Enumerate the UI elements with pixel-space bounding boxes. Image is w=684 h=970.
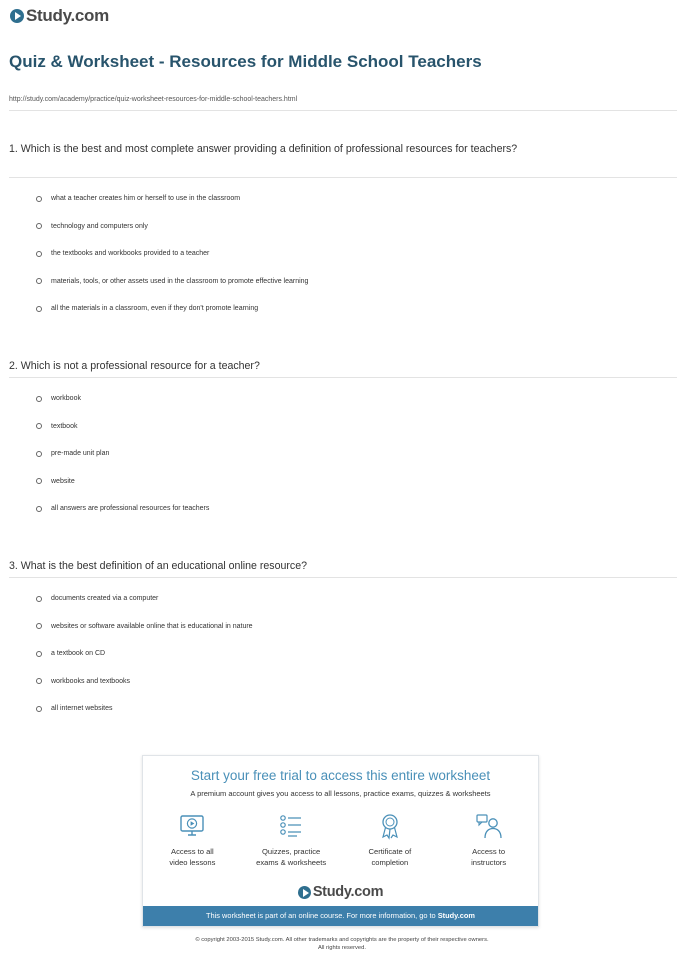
feature-label: Access to all video lessons [169,847,216,867]
option-label: technology and computers only [51,222,148,230]
question-1: 1. Which is the best and most complete answer providing a definition of professional resources for teachers? [9,143,518,155]
option-label: the textbooks and workbooks provided to a teacher [51,250,210,258]
answer-option[interactable] [36,185,308,213]
divider [9,577,677,578]
divider [9,110,677,111]
radio-icon[interactable] [36,423,42,429]
feature-label: Certificate of completion [368,847,412,867]
page-title: Quiz & Worksheet - Resources for Middle School Teachers [9,52,482,71]
answer-option[interactable] [36,613,253,641]
radio-icon[interactable] [36,651,42,657]
question-2: 2. Which is not a professional resource for a teacher? [9,360,260,372]
radio-icon[interactable] [36,706,42,712]
option-label: workbook [51,395,81,403]
option-label: a textbook on CD [51,650,106,658]
feature-label: Quizzes, practice exams & worksheets [256,847,327,867]
feature-instructors [439,808,538,868]
play-logo-icon [298,886,311,899]
answer-option[interactable] [36,213,308,241]
logo-text: Study.com [312,884,384,900]
feature-quizzes [242,808,341,868]
play-logo-icon [10,9,24,23]
feature-label: Access to instructors [471,847,507,867]
promo-footer-bar [143,906,538,926]
radio-icon[interactable] [36,678,42,684]
answer-option[interactable] [36,385,209,413]
answer-option[interactable] [36,495,209,523]
radio-icon[interactable] [36,306,42,312]
answer-option[interactable] [36,695,253,723]
feature-video-lessons [143,808,242,868]
video-lesson-icon [178,812,206,840]
question-3: 3. What is the best definition of an educational online resource? [9,560,307,572]
option-label: all answers are professional resources for teachers [51,505,210,513]
answer-option[interactable] [36,240,308,268]
answer-option[interactable] [36,295,308,323]
study-link[interactable]: Study.com [437,911,475,920]
option-label: materials, tools, or other assets used in the classroom to promote effective learning [51,277,309,285]
option-label: what a teacher creates him or herself to use in the classroom [51,195,241,203]
radio-icon[interactable] [36,623,42,629]
logo-text: Study.com [26,6,109,25]
feature-certificate [341,808,440,868]
option-label: pre-made unit plan [51,450,110,458]
question-3-options [36,585,253,723]
rights-text: All rights reserved. [317,945,366,951]
answer-option[interactable] [36,268,308,296]
certificate-icon [376,812,404,840]
free-trial-promo [142,755,539,927]
promo-features [143,808,538,868]
radio-icon[interactable] [36,251,42,257]
question-2-options [36,385,209,523]
option-label: websites or software available online that is educational in nature [51,622,253,630]
divider [9,177,677,178]
question-1-options [36,185,308,323]
option-label: documents created via a computer [51,595,159,603]
radio-icon[interactable] [36,451,42,457]
study-logo[interactable] [10,6,109,26]
answer-option[interactable] [36,585,253,613]
option-label: workbooks and textbooks [51,677,130,685]
answer-option[interactable] [36,668,253,696]
page-url: http://study.com/academy/practice/quiz-worksheet-resources-for-middle-school-teachers.html [9,96,298,103]
promo-logo[interactable] [143,884,538,900]
radio-icon[interactable] [36,478,42,484]
radio-icon[interactable] [36,396,42,402]
answer-option[interactable] [36,468,209,496]
answer-option[interactable] [36,413,209,441]
divider [9,377,677,378]
copyright [0,936,684,952]
quiz-list-icon [277,812,305,840]
promo-footer-text: This worksheet is part of an online course. For more information, go to [206,911,438,920]
option-label: website [51,477,75,485]
instructor-icon [475,812,503,840]
radio-icon[interactable] [36,596,42,602]
radio-icon[interactable] [36,223,42,229]
option-label: all internet websites [51,705,113,713]
promo-subline: A premium account gives you access to all lessons, practice exams, quizzes & worksheets [190,789,491,798]
answer-option[interactable] [36,640,253,668]
option-label: textbook [51,422,78,430]
promo-headline[interactable]: Start your free trial to access this entire worksheet [190,768,491,783]
radio-icon[interactable] [36,278,42,284]
copyright-text: © copyright 2003-2015 Study.com. All other trademarks and copyrights are the property of their respective owners. [195,937,489,943]
answer-option[interactable] [36,440,209,468]
radio-icon[interactable] [36,506,42,512]
option-label: all the materials in a classroom, even if they don't promote learning [51,305,259,313]
radio-icon[interactable] [36,196,42,202]
